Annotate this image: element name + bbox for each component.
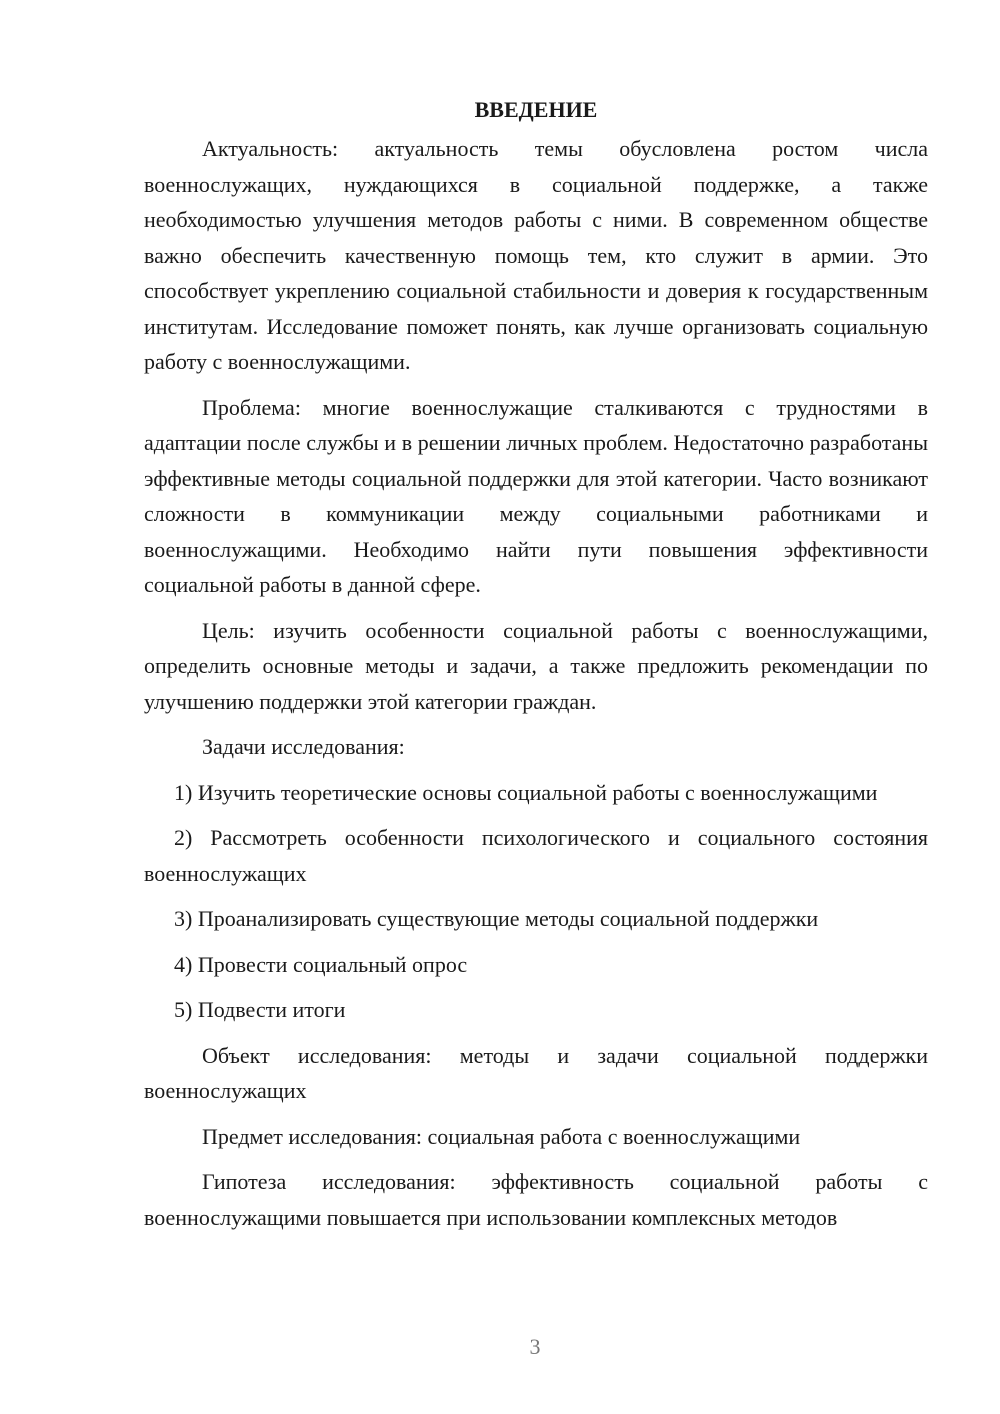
paragraph-object: Объект исследования: методы и задачи социальной поддержки военнослужащих — [144, 1042, 928, 1103]
task-item: 3) Проанализировать существующие методы социальной поддержки — [174, 906, 819, 931]
page-content — [144, 92, 928, 1245]
paragraph-problem: Проблема: многие военнослужащие сталкиваются с трудностями в адаптации после службы и в решении личных проблем. Недостаточно разработаны эффективные методы социальной поддержки для этой категории. Часто возникают сложности в коммуникации между социальными работниками и военнослужащими. Необходимо найти пути повышения эффективности социальной работы в данной сфере. — [144, 394, 928, 597]
task-list — [144, 775, 928, 1028]
task-item: 2) Рассмотреть особенности психологического и социального состояния военнослужащих — [144, 825, 928, 886]
task-item: 4) Провести социальный опрос — [174, 951, 468, 977]
paragraph-subject: Предмет исследования: социальная работа с военнослужащими — [202, 1123, 801, 1149]
page-number: 3 — [529, 1334, 541, 1359]
task-item: 1) Изучить теоретические основы социальной работы с военнослужащими — [174, 779, 878, 805]
paragraph-goal: Цель: изучить особенности социальной работы с военнослужащими, определить основные методы и задачи, а также предложить рекомендации по улучшению поддержки этой категории граждан. — [144, 617, 928, 714]
paragraph-hypothesis: Гипотеза исследования: эффективность социальной работы с военнослужащими повышается при использовании комплексных методов — [144, 1169, 928, 1230]
tasks-heading: Задачи исследования: — [202, 734, 405, 759]
paragraph-relevance: Актуальность: актуальность темы обусловлена ростом числа военнослужащих, нуждающихся в социальной поддержке, а также необходимостью улучшения методов работы с ними. В современном обществе важно обеспечить качественную помощь тем, кто служит в армии. Это способствует укреплению социальной стабильности и доверия к государственным институтам. Исследование поможет понять, как лучше организовать социальную работу с военнослужащими. — [144, 136, 928, 374]
section-title: ВВЕДЕНИЕ — [474, 97, 598, 122]
task-item: 5) Подвести итоги — [174, 997, 346, 1022]
